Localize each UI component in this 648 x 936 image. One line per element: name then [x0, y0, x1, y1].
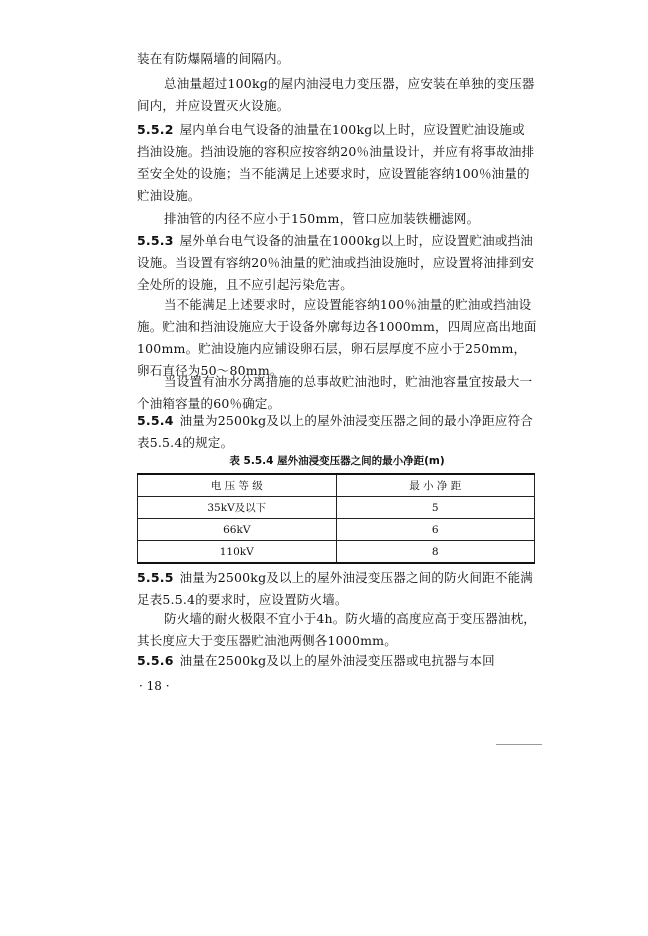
- header-voltage-level: 电 压 等 级: [138, 474, 337, 497]
- header-min-clearance: 最 小 净 距: [336, 474, 535, 497]
- voltage-cell: 66kV: [138, 519, 337, 541]
- clause-5-5-2: [137, 119, 537, 207]
- paragraph-text: 当设置有油水分离措施的总事故贮油池时，贮油池容量宜按最大一个油箱容量的60％确定。: [137, 374, 533, 411]
- table-header-row: [138, 474, 535, 497]
- clearance-cell: 6: [336, 519, 535, 541]
- clause-5-5-5: [137, 567, 537, 611]
- page-number: · 18 ·: [139, 679, 170, 693]
- clearance-table: [137, 473, 535, 564]
- table-title: 表 5.5.4 屋外油浸变压器之间的最小净距(m): [229, 455, 445, 467]
- scan-artifact-line: [496, 744, 542, 745]
- clause-5-5-3: [137, 230, 537, 296]
- clause-text: 油量在2500kg及以上的屋外油浸变压器或电抗器与本回: [179, 653, 495, 668]
- clause-text: 油量为2500kg及以上的屋外油浸变压器之间的防火间距不能满足表5.5.4的要求时，应设置防火墙。: [137, 570, 533, 607]
- clause-text: 屋内单台电气设备的油量在100kg以上时，应设置贮油设施或挡油设施。挡油设施的容积应按容纳20％油量设计，并应有将事故油排至安全处的设施；当不能满足上述要求时，应设置能容纳100％油量的贮油设施。: [137, 122, 535, 203]
- paragraph-oil-facility: [137, 294, 537, 382]
- paragraph-firewall: [137, 608, 537, 652]
- clause-number: 5.5.4: [137, 413, 174, 428]
- clause-text: 屋外单台电气设备的油量在1000kg以上时，应设置贮油或挡油设施。当设置有容纳20％油量的贮油或挡油设施时，应设置将油排到安全处所的设施，且不应引起污染危害。: [137, 233, 535, 292]
- clearance-cell: 8: [336, 541, 535, 564]
- table-row: [138, 541, 535, 564]
- voltage-cell: 35kV及以下: [138, 497, 337, 519]
- clause-number: 5.5.6: [137, 653, 174, 668]
- clause-number: 5.5.2: [137, 122, 174, 137]
- paragraph-text: 当不能满足上述要求时，应设置能容纳100％油量的贮油或挡油设施。贮油和挡油设施应大于设备外廓每边各1000mm，四周应高出地面100mm。贮油设施内应铺设卵石层，卵石层厚度不应小于250mm，卵石直径为50～80mm。: [137, 297, 537, 378]
- paragraph-oil-pool: [137, 371, 537, 415]
- paragraph-drain-pipe: [137, 208, 537, 230]
- paragraph-text: 防火墙的耐火极限不宜小于4h。防火墙的高度应高于变压器油枕，其长度应大于变压器贮油池两侧各1000mm。: [137, 611, 537, 648]
- paragraph-continuation: [137, 48, 537, 70]
- paragraph-text: 排油管的内径不应小于150mm，管口应加装铁栅滤网。: [164, 211, 480, 226]
- paragraph-transformer-room: [137, 73, 537, 117]
- clearance-cell: 5: [336, 497, 535, 519]
- clause-text: 油量为2500kg及以上的屋外油浸变压器之间的最小净距应符合表5.5.4的规定。: [137, 413, 533, 450]
- clause-number: 5.5.5: [137, 570, 174, 585]
- clause-number: 5.5.3: [137, 233, 174, 248]
- table-row: [138, 519, 535, 541]
- clause-5-5-4: [137, 410, 537, 454]
- paragraph-text: 总油量超过100kg的屋内油浸电力变压器，应安装在单独的变压器间内，并应设置灭火设施。: [137, 76, 535, 113]
- paragraph-text: 装在有防爆隔墙的间隔内。: [137, 51, 290, 66]
- table-row: [138, 497, 535, 519]
- clause-5-5-6: [137, 650, 537, 672]
- voltage-cell: 110kV: [138, 541, 337, 564]
